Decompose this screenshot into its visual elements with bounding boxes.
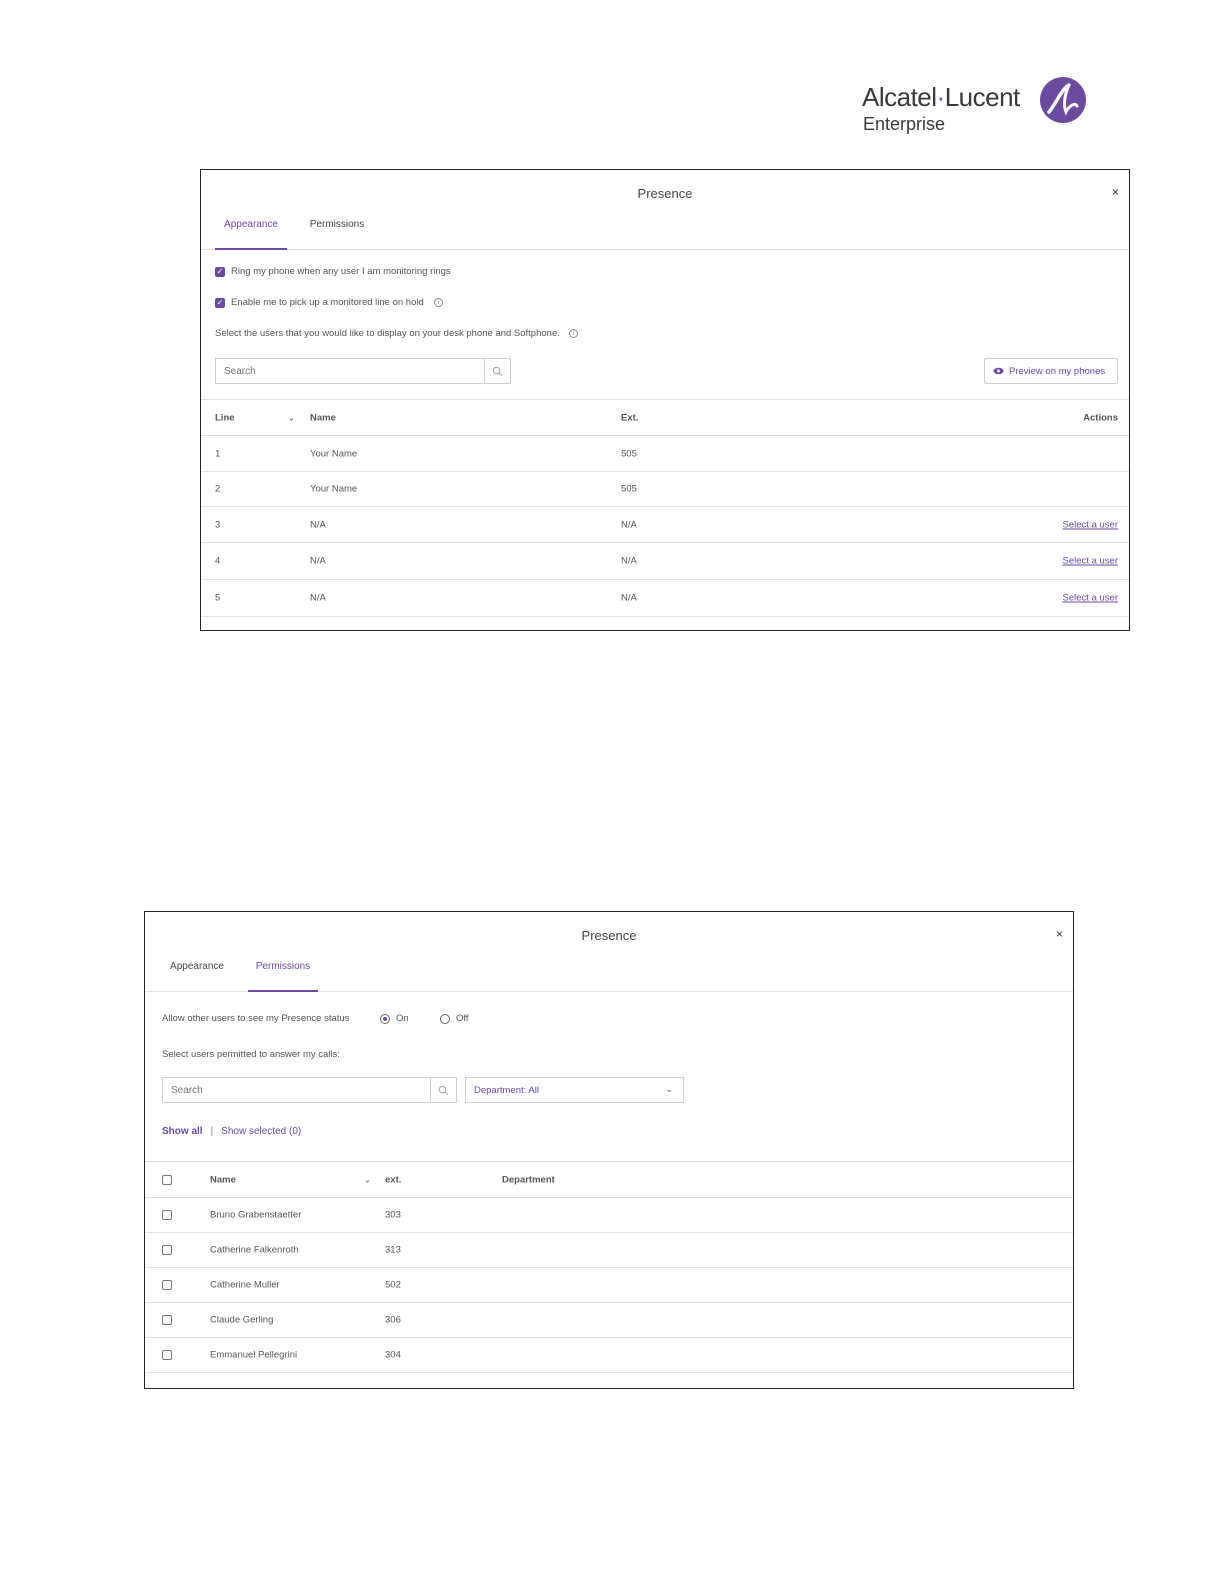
row-checkbox[interactable] xyxy=(162,1315,172,1325)
alcatel-lucent-logo xyxy=(862,76,1092,138)
select-user-link[interactable]: Select a user xyxy=(1062,592,1118,604)
row-ext: 313 xyxy=(385,1244,401,1256)
tab-appearance[interactable]: Appearance xyxy=(170,961,224,972)
table-row xyxy=(201,472,1129,507)
row-checkbox[interactable] xyxy=(162,1280,172,1290)
column-name: Name xyxy=(310,412,336,423)
table-row xyxy=(201,580,1129,617)
column-ext: ext. xyxy=(385,1174,402,1185)
eye-icon xyxy=(993,367,1004,375)
pickup-line-option[interactable] xyxy=(215,297,443,308)
select-user-link[interactable]: Select a user xyxy=(1062,519,1118,530)
table-row xyxy=(145,1338,1073,1373)
show-all-link[interactable]: Show all xyxy=(162,1126,203,1137)
line-number: 1 xyxy=(215,448,221,459)
row-ext: 303 xyxy=(385,1209,401,1221)
select-users-text xyxy=(215,328,578,339)
logo-brand-text: Alcatel·Lucent xyxy=(862,82,1020,112)
ring-phone-checkbox[interactable]: ✓ xyxy=(216,266,224,276)
pickup-line-label: Enable me to pick up a monitored line on hold xyxy=(231,297,424,308)
row-name: Catherine Falkenroth xyxy=(210,1244,299,1256)
row-ext: 306 xyxy=(385,1314,401,1326)
row-name: N/A xyxy=(310,519,326,530)
row-ext: N/A xyxy=(621,592,637,604)
select-users-label: Select users permitted to answer my calls: xyxy=(162,1049,340,1060)
select-all-checkbox[interactable] xyxy=(162,1175,172,1185)
search-input[interactable] xyxy=(216,359,484,383)
line-number: 2 xyxy=(215,483,221,495)
radio-on[interactable] xyxy=(380,1014,390,1024)
search-icon xyxy=(438,1085,449,1096)
presence-visibility-setting xyxy=(162,1013,349,1024)
select-users-text xyxy=(162,1049,340,1060)
ring-phone-label: Ring my phone when any user I am monitoring rings xyxy=(231,266,451,277)
radio-on-label: On xyxy=(396,1013,409,1024)
search-input[interactable] xyxy=(163,1078,430,1102)
tab-bar xyxy=(201,214,1129,250)
filter-links xyxy=(162,1126,301,1137)
row-ext: 502 xyxy=(385,1279,401,1291)
table-row xyxy=(145,1198,1073,1233)
row-ext: 505 xyxy=(621,448,637,459)
department-select[interactable] xyxy=(465,1077,684,1103)
table-row xyxy=(201,436,1129,472)
radio-off[interactable] xyxy=(440,1014,450,1024)
column-name[interactable]: Name xyxy=(210,1174,236,1185)
department-select-value: Department: All xyxy=(474,1084,539,1096)
search-icon xyxy=(492,366,503,377)
search-button[interactable] xyxy=(484,359,510,383)
column-actions: Actions xyxy=(1083,412,1118,423)
row-checkbox[interactable] xyxy=(162,1245,172,1255)
row-name: N/A xyxy=(310,592,326,604)
search-button[interactable] xyxy=(430,1078,456,1102)
allow-visibility-label: Allow other users to see my Presence status xyxy=(162,1013,350,1024)
preview-label: Preview on my phones xyxy=(1009,365,1106,377)
ring-phone-option[interactable] xyxy=(215,266,451,277)
tab-bar xyxy=(145,956,1073,992)
logo-mark-icon xyxy=(1039,76,1087,124)
info-icon[interactable]: i xyxy=(434,298,443,307)
radio-on-option[interactable] xyxy=(380,1013,409,1024)
dialog-title: Presence xyxy=(637,186,693,201)
table-row xyxy=(145,1303,1073,1338)
preview-on-phones-button[interactable] xyxy=(984,358,1118,384)
row-name: Claude Gerling xyxy=(210,1314,274,1326)
row-checkbox[interactable] xyxy=(162,1210,172,1220)
table-row xyxy=(145,1233,1073,1268)
tab-permissions[interactable]: Permissions xyxy=(248,956,318,992)
tab-permissions[interactable]: Permissions xyxy=(309,219,365,230)
chevron-down-icon[interactable]: ⌄ xyxy=(288,413,295,422)
column-department: Department xyxy=(502,1174,555,1185)
line-number: 5 xyxy=(215,592,221,604)
search-box xyxy=(162,1077,457,1103)
presence-dialog-appearance xyxy=(200,169,1130,631)
radio-off-label: Off xyxy=(456,1013,469,1024)
chevron-down-icon: ⌄ xyxy=(665,1084,673,1094)
table-row xyxy=(201,507,1129,543)
row-name: N/A xyxy=(310,555,326,567)
line-number: 3 xyxy=(215,519,221,530)
close-icon[interactable]: × xyxy=(1111,185,1119,199)
row-ext: N/A xyxy=(621,519,637,530)
row-ext: 304 xyxy=(385,1349,401,1361)
row-ext: 505 xyxy=(621,483,637,495)
column-ext: Ext. xyxy=(621,412,639,423)
row-checkbox[interactable] xyxy=(162,1350,172,1360)
row-name: Catherine Muller xyxy=(210,1279,280,1291)
tab-appearance[interactable]: Appearance xyxy=(215,214,287,250)
filter-separator: | xyxy=(210,1126,214,1137)
table-row xyxy=(201,543,1129,580)
row-name: Your Name xyxy=(310,448,358,459)
row-name: Your Name xyxy=(310,483,358,495)
row-name: Bruno Grabenstaetter xyxy=(210,1209,302,1221)
close-icon[interactable]: × xyxy=(1055,927,1063,941)
search-box xyxy=(215,358,511,384)
pickup-line-checkbox[interactable]: ✓ xyxy=(216,297,224,307)
row-ext: N/A xyxy=(621,555,637,567)
table-header xyxy=(201,399,1129,436)
logo-sub-text: Enterprise xyxy=(863,114,946,134)
select-user-link[interactable]: Select a user xyxy=(1062,555,1118,567)
info-icon[interactable]: i xyxy=(569,329,578,338)
show-selected-link[interactable]: Show selected (0) xyxy=(221,1126,302,1137)
select-users-label: Select the users that you would like to display on your desk phone and Softphone. xyxy=(215,328,560,339)
table-header xyxy=(145,1161,1073,1198)
line-number: 4 xyxy=(215,555,221,567)
radio-off-option[interactable] xyxy=(440,1013,469,1024)
column-line[interactable]: Line xyxy=(215,412,235,423)
presence-dialog-permissions xyxy=(144,911,1074,1389)
chevron-down-icon[interactable]: ⌄ xyxy=(364,1175,371,1184)
row-name: Emmanuel Pellegrini xyxy=(210,1349,298,1361)
table-row xyxy=(145,1268,1073,1303)
dialog-title: Presence xyxy=(581,928,637,943)
